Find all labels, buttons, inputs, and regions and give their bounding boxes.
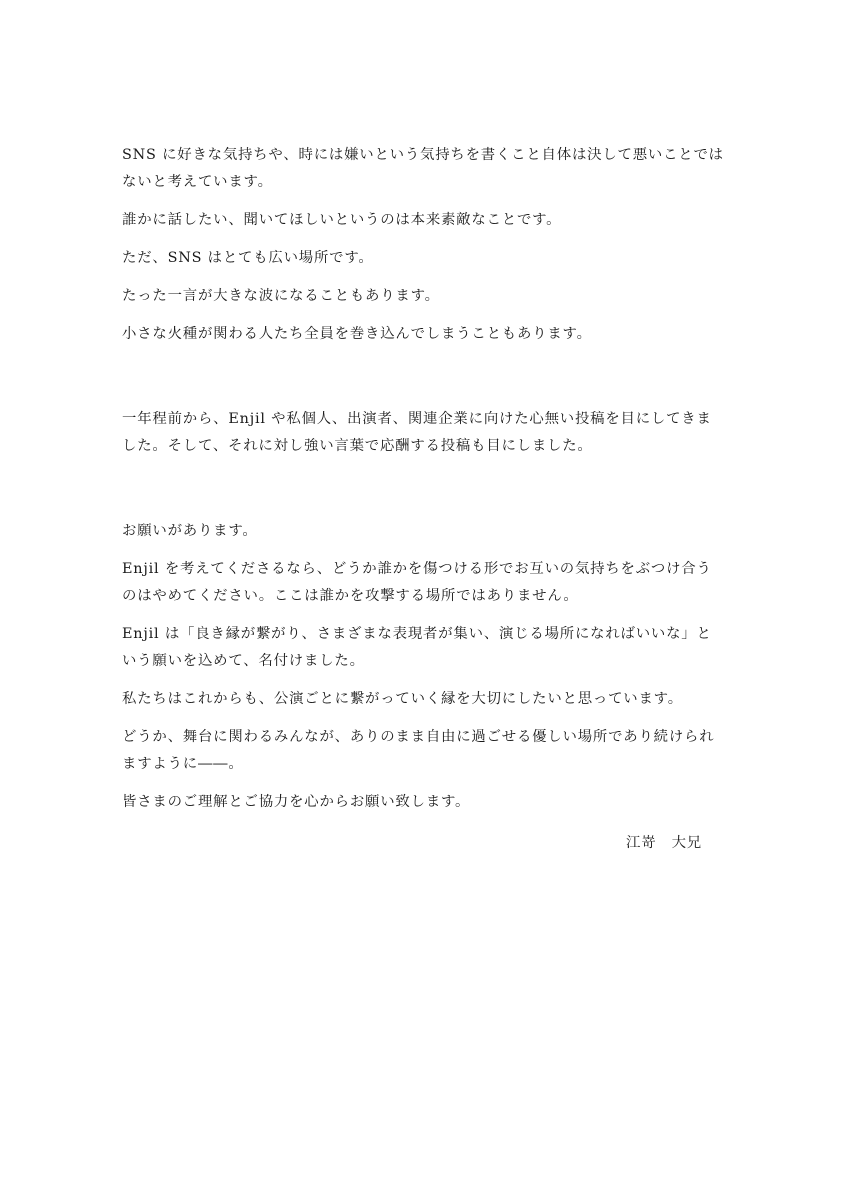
- paragraph: 皆さまのご理解とご協力を心からお願い致します。: [122, 794, 471, 810]
- paragraph: お願いがあります。: [122, 523, 258, 539]
- section-spacer: [122, 471, 726, 518]
- paragraph: Enjil は「良き縁が繋がり、さまざまな表現者が集い、演じる場所になればいいな」という願いを込めて、名付けました。: [122, 626, 712, 669]
- paragraph: たった一言が大きな波になることもあります。: [122, 288, 440, 304]
- paragraph: 誰かに話したい、聞いてほしいというのは本来素敵なことです。: [122, 212, 562, 228]
- paragraph: 小さな火種が関わる人たち全員を巻き込んでしまうこともあります。: [122, 326, 592, 342]
- paragraph: 一年程前から、Enjil や私個人、出演者、関連企業に向けた心無い投稿を目にしてきました。そして、それに対し強い言葉で応酬する投稿も目にしました。: [122, 411, 712, 454]
- document-body: [122, 142, 726, 827]
- section-spacer: [122, 359, 726, 406]
- signature: 江嵜 大兄: [626, 835, 702, 851]
- paragraph: どうか、舞台に関わるみんなが、ありのまま自由に過ごせる優しい場所であり続けられますように――。: [122, 729, 715, 772]
- paragraph: SNS に好きな気持ちや、時には嫌いという気持ちを書くこと自体は決して悪いことではないと考えています。: [122, 147, 724, 190]
- paragraph: ただ、SNS はとても広い場所です。: [122, 250, 374, 266]
- paragraph: Enjil を考えてくださるなら、どうか誰かを傷つける形でお互いの気持ちをぶつけ合うのはやめてください。ここは誰かを攻撃する場所ではありません。: [122, 561, 712, 604]
- paragraph: 私たちはこれからも、公演ごとに繋がっていく縁を大切にしたいと思っています。: [122, 691, 683, 707]
